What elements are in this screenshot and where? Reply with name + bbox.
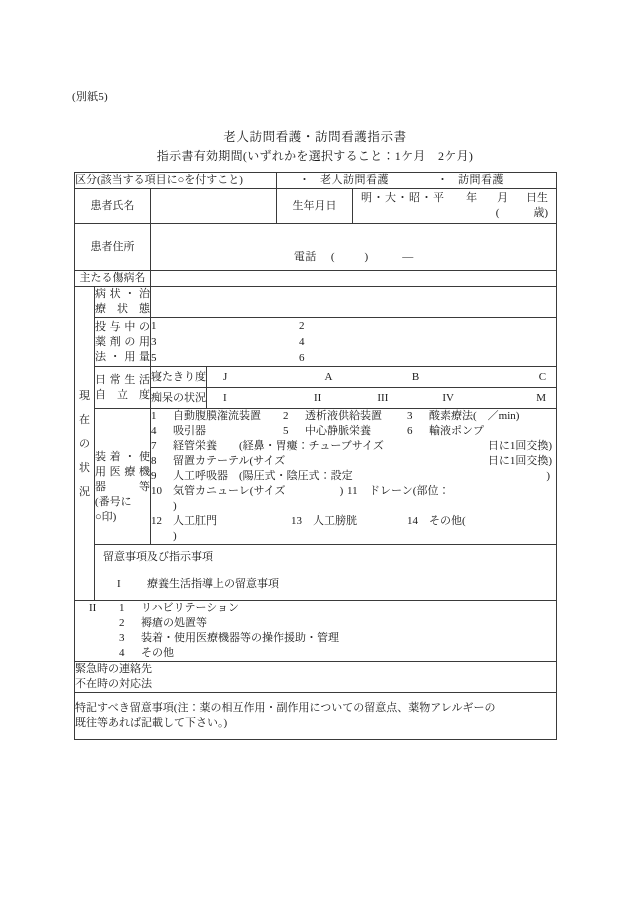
medication-item-5[interactable]: 5 [151, 352, 157, 364]
primary-diagnosis-field[interactable] [151, 271, 557, 287]
equipment-num-12: 12 [151, 515, 162, 527]
equipment-num-8: 8 [151, 455, 157, 467]
condition-label-line1: 病状・治 [95, 288, 150, 300]
row-bedridden-scale [75, 367, 557, 388]
equipment-row-7 [151, 499, 556, 514]
vlabel-char-4: 況 [79, 485, 90, 498]
equipment-item-2[interactable] [283, 409, 407, 424]
age-unit: 歳) [533, 207, 549, 219]
age-paren-open: ( [495, 207, 500, 219]
equipment-item-11[interactable] [347, 484, 556, 499]
emergency-contact-label: 緊急時の連絡先 [75, 663, 152, 675]
equipment-text-11: ドレーン(部位： [369, 485, 450, 497]
medication-item-3[interactable]: 3 [151, 336, 157, 348]
equipment-item-3[interactable] [407, 409, 556, 424]
equipment-text-13: 人工膀胱 [313, 515, 357, 527]
section2-item-4[interactable] [75, 646, 556, 661]
primary-diagnosis-label: 主たる傷病名 [75, 271, 151, 287]
equipment-row-6 [151, 484, 556, 499]
classification-option-elderly[interactable]: 老人訪問看護 [320, 174, 390, 186]
dementia-label: 痴呆の状況 [151, 388, 207, 409]
special-notes-block[interactable] [75, 693, 557, 740]
row-equipment [75, 409, 557, 545]
vlabel-char-0: 現 [79, 389, 90, 402]
birthdate-era-line [353, 189, 556, 206]
bedridden-level-A[interactable]: A [324, 371, 333, 383]
era-options[interactable]: 明・大・昭・平 [361, 192, 446, 204]
emergency-contact-block[interactable] [75, 662, 557, 693]
equipment-num-5: 5 [283, 425, 289, 437]
row-classification [75, 173, 557, 189]
dementia-level-II[interactable]: II [313, 392, 322, 404]
equipment-item-5[interactable] [283, 424, 407, 439]
section2-text-2: 褥瘡の処置等 [141, 617, 207, 629]
equipment-suffix-8: 日に1回交換) [487, 455, 553, 467]
row-primary-diagnosis [75, 271, 557, 287]
medication-label-line2: 薬剤の用 [95, 335, 150, 348]
phone-label: 電話 [293, 251, 317, 263]
section2-numeral: II [89, 602, 97, 614]
dementia-level-M[interactable]: M [536, 392, 547, 404]
equipment-num-7: 7 [151, 440, 157, 452]
patient-name-label: 患者氏名 [75, 189, 151, 224]
section2-item-3[interactable] [75, 631, 556, 646]
instructions-section1[interactable] [95, 567, 556, 600]
equipment-label-line2: 用医療機 [95, 466, 150, 478]
medication-label-line3: 法・用量 [95, 350, 150, 363]
bedridden-level-B[interactable]: B [411, 371, 420, 383]
section2-text-4: その他 [141, 647, 174, 659]
row-special-notes [75, 693, 557, 740]
dementia-options[interactable] [207, 388, 557, 409]
condition-field[interactable] [151, 287, 557, 318]
absence-procedure-label: 不在時の対応法 [75, 678, 152, 690]
bedridden-options[interactable] [207, 367, 557, 388]
instructions-section2 [75, 601, 557, 662]
independence-label-line1: 日常生活 [95, 373, 150, 386]
patient-address-label: 患者住所 [75, 224, 151, 271]
page-title: 老人訪問看護・訪問看護指示書 [223, 130, 407, 144]
vlabel-char-2: の [79, 437, 90, 450]
row-emergency-contact [75, 662, 557, 693]
phone-paren-open: ( [330, 251, 335, 263]
equipment-num-13: 13 [291, 515, 302, 527]
bullet-icon-2: ・ [437, 174, 449, 186]
equipment-label-line4: (番号に [95, 496, 132, 508]
day-unit: 日生 [526, 192, 549, 204]
instructions-block-1 [95, 545, 557, 601]
medication-item-1[interactable]: 1 [151, 320, 157, 332]
condition-label [95, 287, 151, 318]
birthdate-field[interactable] [353, 189, 557, 224]
condition-label-line2: 療状態 [95, 303, 150, 315]
sheet-number: (別紙5) [72, 91, 108, 103]
section2-numeral-spacer-2 [75, 616, 119, 631]
independence-label-line2: 自立度 [95, 388, 150, 401]
section2-num-2: 2 [119, 617, 125, 629]
equipment-label-line1: 装着・使 [95, 451, 150, 463]
birthdate-label: 生年月日 [277, 189, 353, 224]
phone-dash: — [402, 251, 414, 263]
section2-text-1: リハビリテーション [141, 602, 240, 614]
equipment-row-5[interactable] [151, 469, 556, 484]
row-instructions-section2 [75, 601, 557, 662]
row-patient-address [75, 224, 557, 271]
section1-numeral: I [117, 578, 121, 590]
equipment-label-line5: ○印) [95, 511, 117, 523]
section2-item-1[interactable] [75, 601, 556, 616]
equipment-text-12: 人工肛門 [173, 515, 217, 527]
special-notes-line1: 特記すべき留意事項(注：薬の相互作用・副作用についての留意点、薬物アレルギーの [75, 702, 496, 714]
equipment-num-11: 11 [347, 485, 358, 497]
equipment-item-10[interactable] [151, 484, 347, 499]
equipment-row-2 [151, 424, 556, 439]
medication-item-6[interactable]: 6 [299, 352, 305, 364]
equipment-text-3: 酸素療法( ／min) [429, 410, 520, 422]
row-instructions-section1 [75, 545, 557, 601]
medication-fields[interactable] [151, 318, 557, 367]
medication-row-2 [151, 334, 556, 350]
month-unit: 月 [497, 192, 509, 204]
year-unit: 年 [466, 192, 478, 204]
patient-address-field[interactable] [151, 224, 557, 271]
phone-line[interactable] [151, 250, 556, 265]
title-block [74, 128, 556, 166]
equipment-num-10: 10 [151, 485, 162, 497]
equipment-row-8 [151, 514, 556, 529]
equipment-num-4: 4 [151, 425, 157, 437]
equipment-item-12[interactable] [151, 514, 291, 529]
equipment-text-8: 留置カテーテル(サイズ [173, 455, 286, 467]
instruction-form-table [74, 172, 557, 740]
medication-item-2[interactable]: 2 [299, 320, 305, 332]
equipment-row-1 [151, 409, 556, 424]
equipment-text-4: 吸引器 [173, 425, 206, 437]
phone-paren-close: ) [364, 251, 369, 263]
equipment-item-13[interactable] [291, 514, 407, 529]
equipment-row-9 [151, 529, 556, 544]
section2-num-1: 1 [119, 602, 125, 614]
dementia-level-I[interactable]: I [223, 392, 227, 404]
medication-label-line1: 投与中の [95, 320, 150, 333]
equipment-close-paren-10: ) [173, 500, 177, 512]
equipment-row-3[interactable] [151, 439, 556, 454]
equipment-text-1: 自動腹膜潅流装置 [173, 410, 261, 422]
validity-period-note: 指示書有効期間(いずれかを選択すること：1ケ月 2ケ月) [156, 149, 474, 163]
equipment-text-5: 中心静脈栄養 [305, 425, 371, 437]
equipment-row-4[interactable] [151, 454, 556, 469]
equipment-suffix-10: ) [339, 485, 344, 497]
classification-label: 区分(該当する項目に○を付すこと) [75, 173, 277, 189]
medication-row-1 [151, 318, 556, 334]
equipment-num-9: 9 [151, 470, 157, 482]
section2-num-4: 4 [119, 647, 125, 659]
equipment-text-7: 経管栄養 (経鼻・胃瘻：チューブサイズ [173, 440, 384, 452]
age-line [353, 206, 556, 223]
medication-item-4[interactable]: 4 [299, 336, 305, 348]
equipment-num-14: 14 [407, 515, 418, 527]
vlabel-char-3: 状 [79, 461, 90, 474]
equipment-list[interactable] [151, 409, 557, 545]
bedridden-level-J[interactable]: J [223, 371, 228, 383]
dementia-level-III[interactable]: III [377, 392, 389, 404]
independence-label [95, 367, 151, 409]
bullet-icon-1: ・ [299, 174, 311, 186]
section2-numeral-spacer-3 [75, 631, 119, 646]
equipment-text-14: その他( [429, 515, 466, 527]
equipment-text-9: 人工呼吸器 (陽圧式・陰圧式：設定 [173, 470, 353, 482]
equipment-text-6: 輸液ポンプ [429, 425, 484, 437]
equipment-num-6: 6 [407, 425, 413, 437]
row-condition [75, 287, 557, 318]
equipment-text-2: 透析液供給装置 [305, 410, 382, 422]
section2-numeral-spacer-4 [75, 646, 119, 661]
section2-text-3: 装着・使用医療機器等の操作援助・管理 [141, 632, 339, 644]
bedridden-label: 寝たきり度 [151, 367, 207, 388]
medication-row-3 [151, 350, 556, 366]
equipment-item-4[interactable] [151, 424, 283, 439]
medication-label [95, 318, 151, 367]
patient-name-field[interactable] [151, 189, 277, 224]
vlabel-char-1: 在 [79, 413, 90, 426]
equipment-num-3: 3 [407, 410, 413, 422]
row-medication [75, 318, 557, 367]
equipment-item-1[interactable] [151, 409, 283, 424]
equipment-suffix-7: 日に1回交換) [487, 440, 553, 452]
equipment-label-line3: 器等 [95, 481, 150, 493]
equipment-num-1: 1 [151, 410, 157, 422]
equipment-close-paren-14: ) [173, 530, 177, 542]
special-notes-line2: 既往等あれば記載して下さい。) [75, 717, 228, 729]
section1-title: 療養生活指導上の留意事項 [147, 578, 279, 590]
classification-option-visiting[interactable]: 訪問看護 [458, 174, 505, 186]
equipment-label [95, 409, 151, 545]
equipment-text-10: 気管カニューレ(サイズ [173, 485, 286, 497]
dementia-level-IV[interactable]: IV [442, 392, 454, 404]
current-status-vertical-label [75, 287, 95, 601]
equipment-item-6[interactable] [407, 424, 556, 439]
instructions-header: 留意事項及び指示事項 [103, 551, 213, 563]
row-patient-name [75, 189, 557, 224]
equipment-suffix-9: ) [546, 470, 551, 482]
section2-num-3: 3 [119, 632, 125, 644]
classification-options [277, 173, 557, 189]
bedridden-level-C[interactable]: C [538, 371, 547, 383]
equipment-num-2: 2 [283, 410, 289, 422]
section2-item-2[interactable] [75, 616, 556, 631]
equipment-item-14[interactable] [407, 514, 556, 529]
